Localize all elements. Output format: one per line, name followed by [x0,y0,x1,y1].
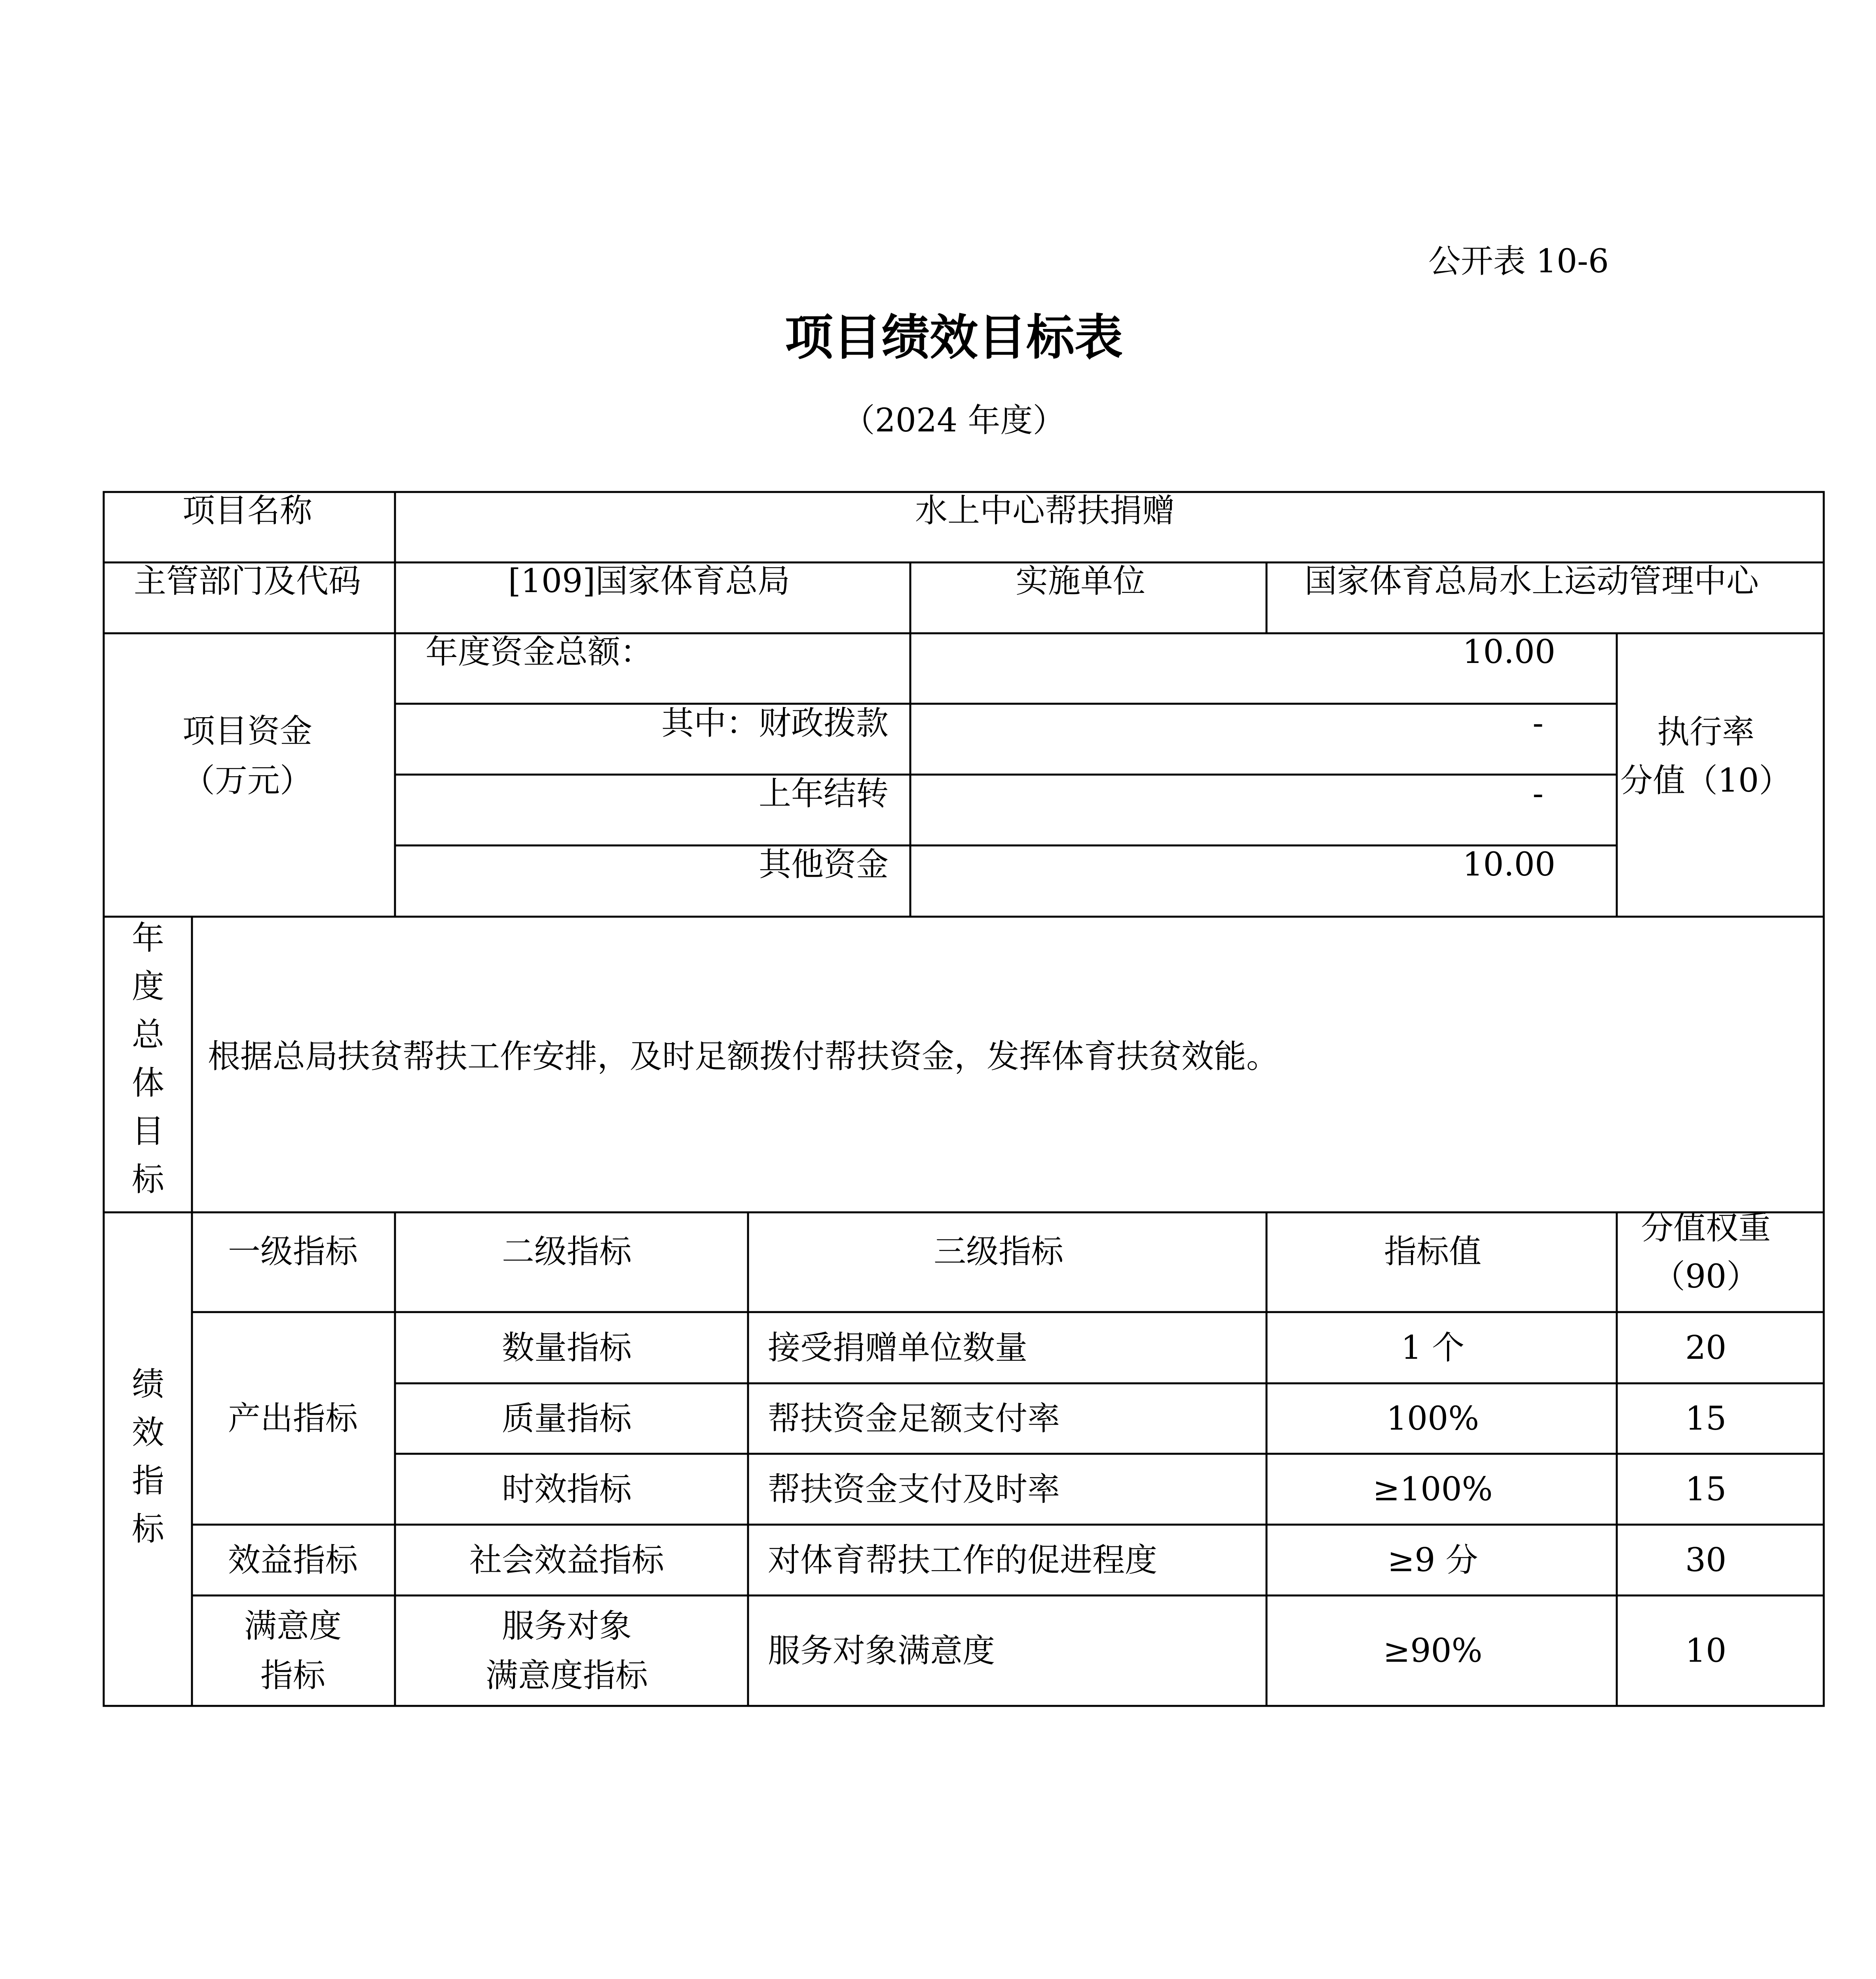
execution-rate-line1: 执行率 [1657,713,1755,751]
page-title: 项目绩效目标表 [785,310,1123,366]
level3-indicator: 帮扶资金足额支付率 [768,1400,1060,1438]
implementing-unit-label: 实施单位 [1015,562,1146,600]
header-level1: 一级指标 [228,1233,358,1271]
form-number: 公开表 10-6 [1428,243,1609,280]
level2-indicator: 社会效益指标 [469,1541,665,1579]
level3-indicator: 帮扶资金支付及时率 [768,1470,1060,1508]
project-name-value: 水上中心帮扶捐赠 [915,492,1175,530]
fund-fiscal-label: 其中：财政拨款 [661,705,889,742]
execution-rate-line2: 分值（10） [1620,762,1792,800]
indicator-value: ≥90% [1383,1632,1483,1670]
annual-goal-label-char: 度 [131,968,165,1005]
fund-total-value: 10.00 [1462,633,1555,671]
indicator-weight: 10 [1685,1632,1727,1670]
level1-indicator: 满意度 [244,1607,342,1645]
performance-label-char: 效 [131,1414,165,1451]
annual-goal-label-char: 体 [131,1064,165,1102]
indicator-weight: 30 [1685,1541,1727,1579]
fund-fiscal-value: - [1532,705,1544,742]
indicator-value: ≥9 分 [1387,1541,1478,1579]
indicator-weight: 15 [1685,1470,1727,1508]
fund-carryover-value: - [1532,775,1544,813]
indicator-weight: 15 [1685,1400,1727,1438]
level3-indicator: 服务对象满意度 [768,1632,995,1670]
department-value: [109]国家体育总局 [508,562,790,600]
header-level2: 二级指标 [501,1233,632,1271]
annual-goal-label-char: 年 [131,919,165,957]
funds-label-line2: （万元） [182,762,313,800]
year-caption: （2024 年度） [842,402,1065,439]
fund-carryover-label: 上年结转 [758,775,889,813]
indicator-value: 100% [1386,1400,1479,1438]
header-weight-line2: （90） [1652,1258,1759,1295]
level2-indicator: 数量指标 [501,1329,632,1367]
annual-goal-label-char: 目 [131,1113,165,1150]
level2-indicator: 服务对象 [501,1607,632,1645]
level2-indicator: 满意度指标 [485,1657,648,1694]
indicator-groups [228,1400,359,1695]
annual-goal-text: 根据总局扶贫帮扶工作安排，及时足额拨付帮扶资金，发挥体育扶贫效能。 [208,1038,1279,1075]
level2-indicator: 质量指标 [501,1400,632,1438]
fund-other-label: 其他资金 [758,846,889,883]
level1-indicator: 效益指标 [228,1541,358,1579]
performance-label-char: 指 [131,1462,165,1500]
level3-indicator: 接受捐赠单位数量 [768,1329,1028,1367]
fund-total-label: 年度资金总额： [425,633,653,671]
header-weight-line1: 分值权重 [1641,1209,1771,1247]
level3-indicator: 对体育帮扶工作的促进程度 [768,1541,1158,1579]
indicator-weight: 20 [1685,1329,1727,1367]
annual-goal-label [132,919,165,1198]
level2-indicator: 时效指标 [501,1470,632,1508]
level1-indicator: 指标 [260,1657,326,1694]
fund-other-value: 10.00 [1462,846,1555,883]
performance-label-char: 标 [131,1510,165,1548]
header-value: 指标值 [1384,1233,1482,1271]
level1-indicator: 产出指标 [228,1400,358,1438]
performance-indicator-label [132,1366,165,1548]
header-level3: 三级指标 [933,1233,1064,1271]
indicator-value: 1 个 [1401,1329,1465,1367]
performance-label-char: 绩 [131,1366,165,1403]
implementing-unit-value: 国家体育总局水上运动管理中心 [1304,562,1759,600]
table-grid [104,492,1824,1706]
indicator-value: ≥100% [1373,1470,1493,1508]
annual-goal-label-char: 总 [131,1016,165,1054]
funds-label-line1: 项目资金 [182,712,313,750]
department-label: 主管部门及代码 [133,562,361,600]
project-name-label: 项目名称 [182,492,313,530]
annual-goal-label-char: 标 [131,1161,165,1198]
